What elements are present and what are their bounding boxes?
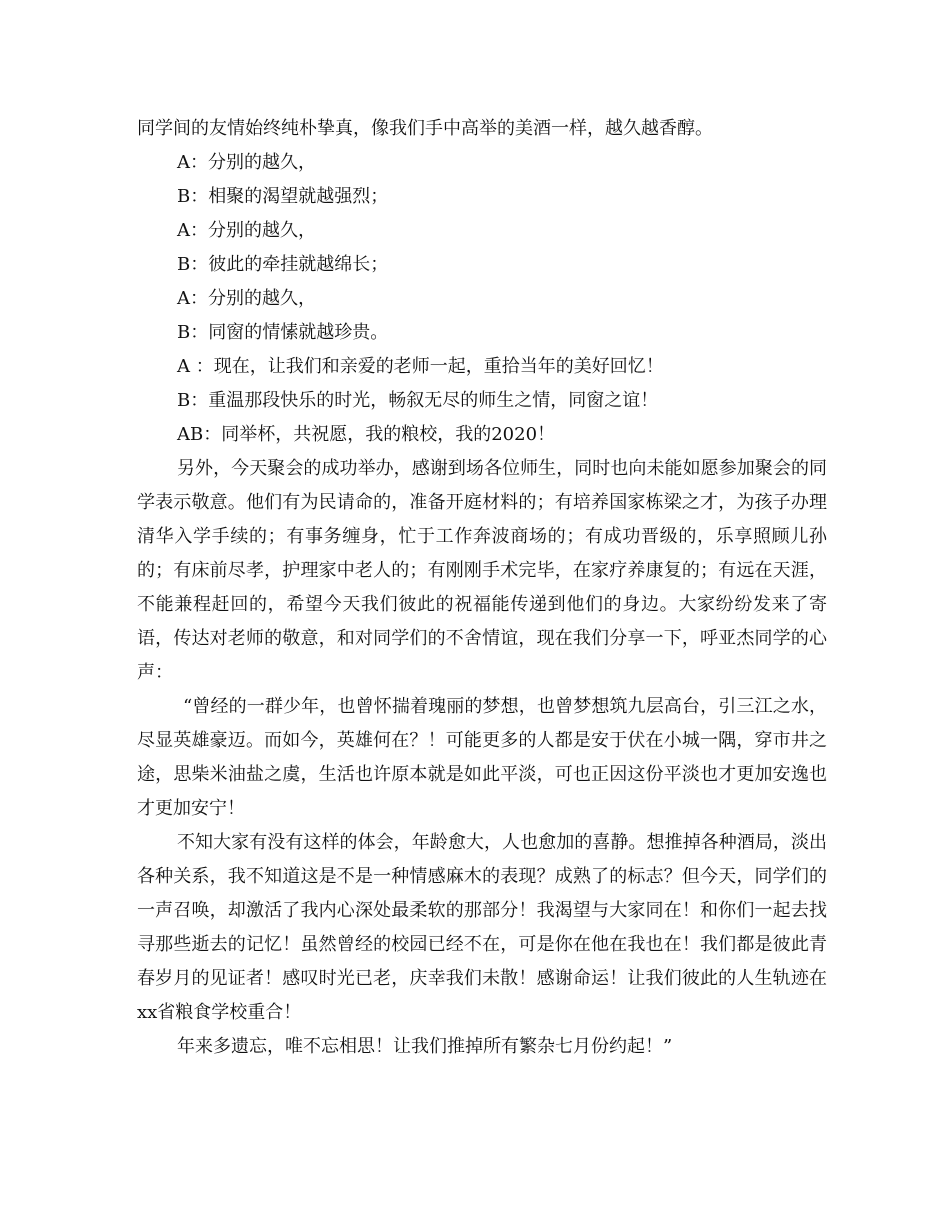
text-line: 同学间的友情始终纯朴挚真，像我们手中高举的美酒一样，越久越香醇。 <box>137 118 713 139</box>
paragraph: 不知大家有没有这样的体会，年龄愈大，人也愈加的喜静。想推掉各种酒局，淡出各种关系，我不知道这是不是一种情感麻木的表现？成熟了的标志？但今天，同学们的一声召唤，却激活了我内心深处最柔软的那部分！我渴望与大家同在！和你们一起去找寻那些逝去的记忆！虽然曾经的校园已经不在，可是你在他在我也在！我们都是彼此青春岁月的见证者！感叹时光已老，庆幸我们未散！感谢命运！让我们彼此的人生轨迹在xx省粮食学校重合！ <box>137 832 827 1023</box>
dialogue-line: A ：现在，让我们和亲爱的老师一起，重拾当年的美好回忆！ <box>177 356 664 377</box>
dialogue-line: B：彼此的牵挂就越绵长； <box>177 254 389 275</box>
dialogue-line: A：分别的越久， <box>177 152 316 173</box>
quote-paragraph: “曾经的一群少年，也曾怀揣着瑰丽的梦想，也曾梦想筑九层高台，引三江之水，尽显英雄豪迈。而如今，英雄何在？！可能更多的人都是安于伏在小城一隅，穿市井之途，思柴米油盐之虞，生活也许原本就是如此平淡，可也正因这份平淡也才更加安逸也才更加安宁！ <box>137 696 827 819</box>
paragraph: 另外，今天聚会的成功举办，感谢到场各位师生，同时也向未能如愿参加聚会的同学表示敬意。他们有为民请命的，准备开庭材料的；有培养国家栋梁之才，为孩子办理清华入学手续的；有事务缠身，忙于工作奔波商场的；有成功晋级的，乐享照顾儿孙的；有床前尽孝，护理家中老人的；有刚刚手术完毕，在家疗养康复的；有远在天涯，不能兼程赶回的，希望今天我们彼此的祝福能传递到他们的身边。大家纷纷发来了寄语，传达对老师的敬意，和对同学们的不舍情谊，现在我们分享一下，呼亚杰同学的心声： <box>137 458 827 683</box>
dialogue-line: B：相聚的渴望就越强烈； <box>177 186 389 207</box>
dialogue-line: AB：同举杯，共祝愿，我的粮校，我的2020！ <box>177 424 556 445</box>
dialogue-line: B：重温那段快乐的时光，畅叙无尽的师生之情，同窗之谊！ <box>177 390 659 411</box>
dialogue-line: B：同窗的情愫就越珍贵。 <box>177 322 389 343</box>
dialogue-line: A：分别的越久， <box>177 220 316 241</box>
paragraph: 年来多遗忘，唯不忘相思！让我们推掉所有繁杂七月份约起！” <box>177 1036 673 1057</box>
document-body <box>137 112 827 1064</box>
dialogue-line: A：分别的越久， <box>177 288 316 309</box>
